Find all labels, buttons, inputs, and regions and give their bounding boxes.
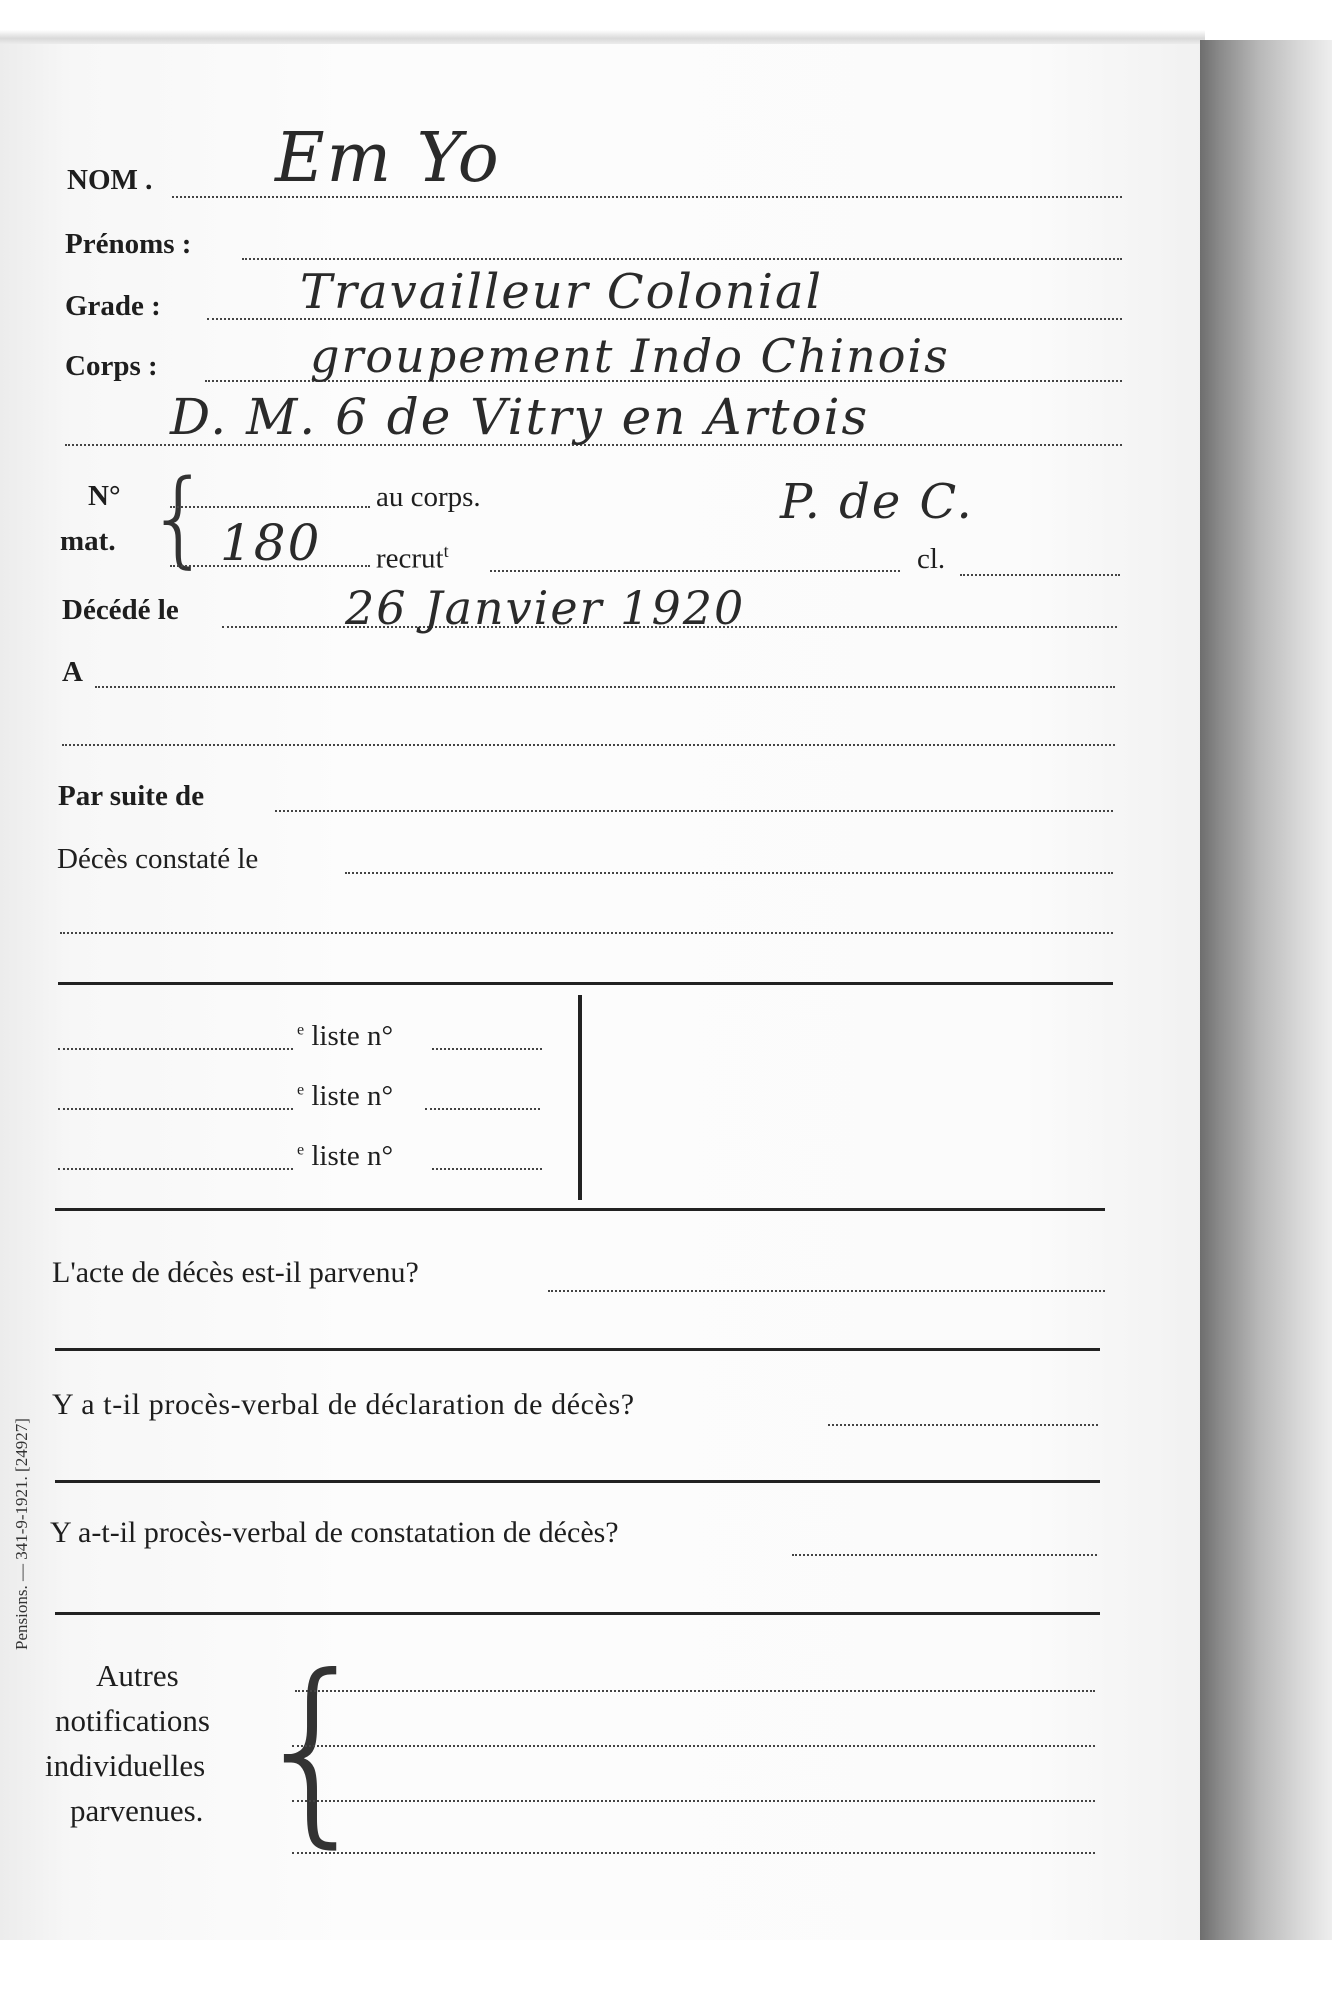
grade-label: Grade : — [65, 290, 161, 322]
a-line — [95, 686, 1115, 688]
a-line-2 — [62, 744, 1115, 746]
a-label: A — [62, 656, 83, 688]
section-rule-4 — [55, 1480, 1100, 1483]
corps-handwriting-1: groupement Indo Chinois — [310, 329, 950, 383]
prenoms-line — [242, 258, 1122, 260]
par-suite-label: Par suite de — [58, 780, 205, 812]
autres-line-2: notifications — [55, 1703, 210, 1738]
scan-shadow-edge — [1200, 40, 1332, 1940]
pv-constatation-answer-line — [792, 1554, 1097, 1556]
acte-answer-line — [548, 1290, 1105, 1292]
notification-line-1 — [295, 1690, 1095, 1692]
no-label: N° — [88, 480, 121, 512]
section-rule-2 — [55, 1208, 1105, 1211]
autres-line-4: parvenues. — [70, 1793, 204, 1828]
deces-constate-label: Décès constaté le — [57, 843, 259, 875]
notification-line-3 — [292, 1800, 1095, 1802]
liste-1-line — [432, 1048, 542, 1050]
notification-line-4 — [292, 1852, 1095, 1854]
autres-line-3: individuelles — [45, 1748, 206, 1783]
print-reference: Pensions. — 341-9-1921. [24927] — [12, 1418, 31, 1650]
liste-1-label: $^e$ liste n° — [297, 1020, 394, 1052]
cl-line — [960, 574, 1120, 576]
prenoms-label: Prénoms : — [65, 228, 192, 260]
card-top-edge — [0, 30, 1205, 44]
pv-constatation-question: Y a-t-il procès-verbal de constatation de décès? — [50, 1516, 619, 1549]
deces-constate-line — [345, 872, 1113, 874]
notifications-brace: { — [250, 1633, 378, 1866]
notification-line-2 — [292, 1745, 1095, 1747]
section-rule-1 — [58, 982, 1113, 985]
recrut-line — [490, 570, 900, 572]
liste-2-label: $^e$ liste n° — [297, 1080, 394, 1112]
liste-3-label: $^e$ liste n° — [297, 1140, 394, 1172]
recrut-label: recrut$^t$ — [376, 541, 449, 575]
liste-divider — [578, 995, 582, 1200]
liste-1-prefix-line — [58, 1048, 293, 1050]
au-corps-label: au corps. — [376, 481, 481, 513]
decede-label: Décédé le — [62, 594, 179, 626]
cl-label: cl. — [917, 543, 946, 575]
grade-handwriting: Travailleur Colonial — [300, 264, 823, 320]
liste-3-prefix-line — [58, 1168, 293, 1170]
deces-constate-line-2 — [60, 932, 1113, 934]
section-rule-5 — [55, 1612, 1100, 1615]
death-record-card — [0, 40, 1205, 1940]
deces-date-handwriting: 26 Janvier 1920 — [345, 581, 746, 635]
par-suite-line — [275, 810, 1113, 812]
pv-declaration-question: Y a t-il procès-verbal de déclaration de décès? — [52, 1388, 635, 1421]
pv-declaration-answer-line — [828, 1424, 1098, 1426]
liste-2-line — [425, 1108, 540, 1110]
mat-label: mat. — [60, 525, 116, 557]
nom-handwriting: Em Yo — [275, 119, 501, 198]
nom-label: NOM . — [67, 164, 153, 196]
liste-2-prefix-line — [58, 1108, 293, 1110]
matricule-handwriting: 180 — [220, 514, 322, 572]
corps-handwriting-3: P. de C. — [780, 474, 974, 530]
au-corps-line — [170, 506, 370, 508]
corps-label: Corps : — [65, 350, 158, 382]
liste-3-line — [432, 1168, 542, 1170]
autres-line-1: Autres — [96, 1658, 179, 1693]
acte-question: L'acte de décès est-il parvenu? — [52, 1256, 419, 1289]
section-rule-3 — [55, 1348, 1100, 1351]
mat-brace: { — [146, 457, 213, 579]
corps-handwriting-2: D. M. 6 de Vitry en Artois — [170, 388, 870, 446]
